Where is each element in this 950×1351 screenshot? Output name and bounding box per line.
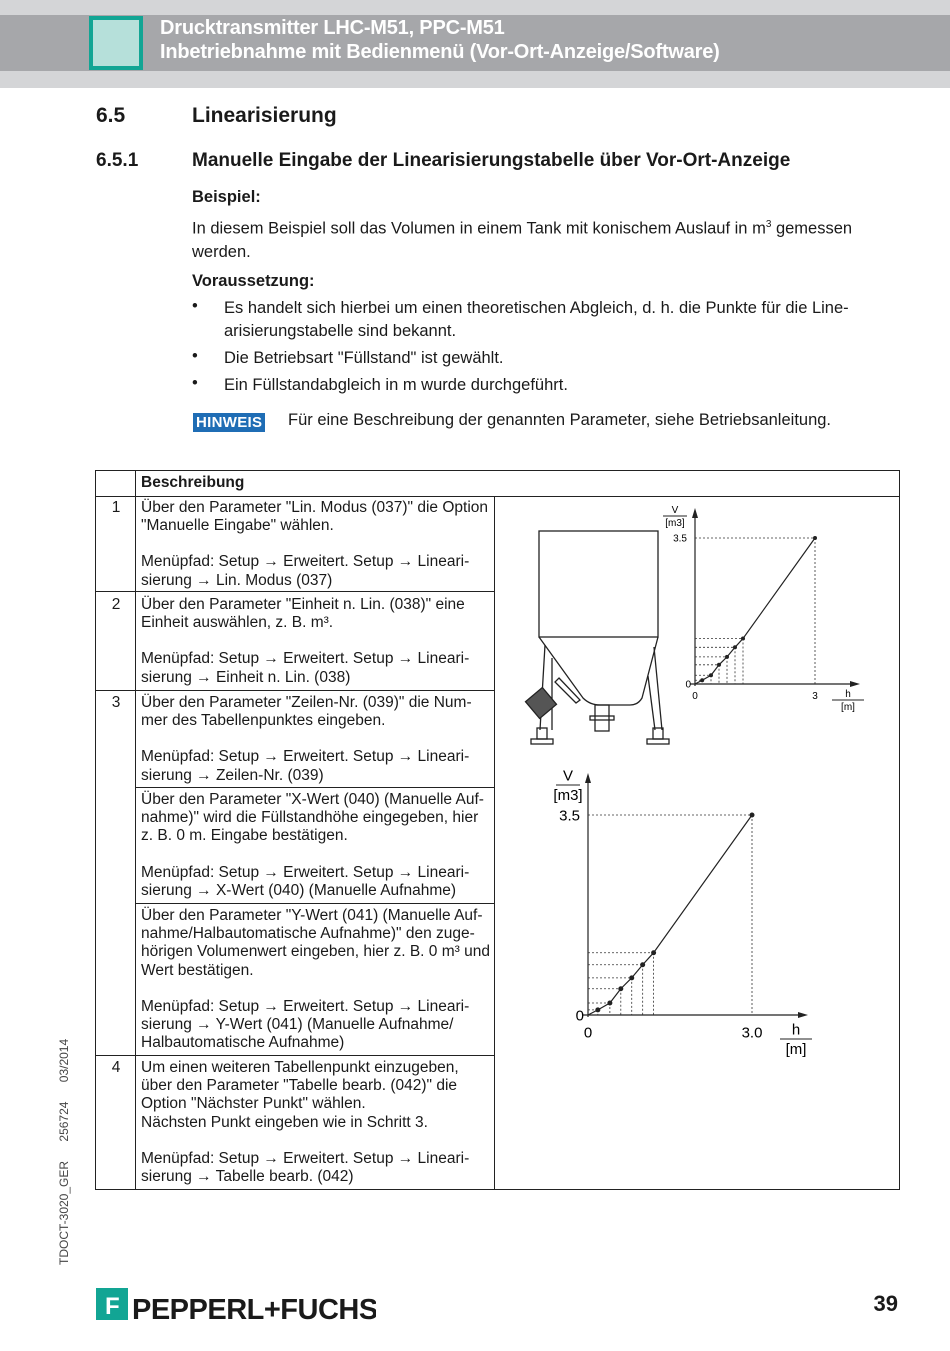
data-point	[607, 1001, 612, 1006]
table-header: Beschreibung	[141, 474, 245, 491]
table-row: Über den Parameter "Y-Wert (041) (Manuelle Auf- nahme/Halbautomatische Aufnahme)" den zuge- hörigen Volumenwert eingeben, hier z. B. 0 m³ und Wert bestätigen. Menüpfad: Setup → Erweitert. Setup → Lineari- sierung → Y-Wert (041) (Manuelle Aufnahme/ Halbautomatische Aufnahme)	[141, 907, 490, 1052]
subsection-number: 6.5.1	[96, 150, 139, 171]
voraussetzung-heading: Voraussetzung:	[192, 272, 315, 290]
svg-text:F: F	[105, 1293, 120, 1320]
header-title: Drucktransmitter LHC-M51, PPC-M51	[160, 17, 505, 39]
x-origin-label: 0	[583, 1024, 593, 1042]
y-tick-label: 3.5	[559, 807, 580, 825]
table-row: Über den Parameter "Zeilen-Nr. (039)" die Num- mer des Tabellenpunktes eingeben. Menüpfad: Setup → Erweitert. Setup → Lineari- sierung → Zeilen-Nr. (039)	[141, 694, 472, 784]
header-subtitle: Inbetriebnahme mit Bedienmenü (Vor-Ort-Anzeige/Software)	[160, 41, 720, 63]
chart-large	[553, 768, 812, 1059]
data-point	[750, 813, 755, 818]
data-point	[629, 975, 634, 980]
section-number: 6.5	[96, 104, 126, 127]
data-point	[725, 655, 729, 659]
y-origin-label: 0	[685, 679, 691, 691]
data-point	[741, 637, 745, 641]
hinweis-badge: HINWEIS	[193, 413, 265, 432]
beispiel-text: In diesem Beispiel soll das Volumen in einem Tank mit konischem Auslauf in $m^3$ gemessen werden.	[192, 219, 853, 261]
step-number: 2	[111, 596, 121, 613]
y-axis-arrow	[585, 773, 591, 783]
x-tick-label: 3	[812, 691, 818, 702]
data-point	[618, 986, 623, 991]
tank-illustration	[526, 531, 669, 744]
table-row: Über den Parameter "Einheit n. Lin. (038)" eine Einheit auswählen, z. B. m³. Menüpfad: Setup → Erweitert. Setup → Lineari- sierung → Einheit n. Lin. (038)	[141, 596, 470, 686]
data-point	[709, 673, 713, 677]
hinweis-text: Für eine Beschreibung der genannten Parameter, siehe Betriebsanleitung.	[288, 411, 832, 429]
step-number: 1	[111, 499, 121, 516]
y-axis-unit: [m3]	[665, 518, 685, 529]
x-axis-unit: [m]	[841, 702, 855, 713]
document-code: TDOCT-3020_GER 256724 03/2014	[57, 1038, 71, 1265]
data-point	[640, 962, 645, 967]
x-axis-unit: [m]	[785, 1041, 807, 1058]
y-axis-arrow	[692, 508, 698, 518]
table-row: Über den Parameter "Lin. Modus (037)" die Option "Manuelle Eingabe" wählen. Menüpfad: Setup → Erweitert. Setup → Lineari- sierung → Lin. Modus (037)	[141, 499, 489, 589]
y-axis-label: V	[671, 505, 679, 516]
data-point	[733, 645, 737, 649]
series-line	[588, 815, 752, 1015]
bullet-item: Ein Füllstandabgleich in m wurde durchgeführt.	[224, 376, 568, 394]
series-line	[695, 538, 815, 684]
brand-logo	[96, 1288, 376, 1327]
x-axis-arrow	[850, 681, 860, 687]
bullet: •	[192, 347, 198, 365]
table-row: Über den Parameter "X-Wert (040) (Manuelle Auf- nahme)" wird die Füllstandhöhe eingegeben, hier z. B. 0 m. Eingabe bestätigen. Menüpfad: Setup → Erweitert. Setup → Lineari- sierung → X-Wert (040) (Manuelle Aufnahme)	[141, 791, 484, 899]
y-axis-unit: [m3]	[553, 787, 583, 804]
bullet: •	[192, 374, 198, 392]
data-point	[595, 1007, 600, 1012]
step-number: 4	[111, 1059, 121, 1076]
bullet-item: Die Betriebsart "Füllstand" ist gewählt.	[224, 349, 504, 367]
x-origin-label: 0	[692, 691, 698, 702]
data-point	[717, 663, 721, 667]
chart-small	[663, 505, 864, 713]
x-axis-label: h	[791, 1021, 801, 1039]
brand-name: PEPPERL+FUCHS	[132, 1294, 376, 1322]
y-axis-label: V	[562, 767, 574, 785]
x-tick-label: 3.0	[741, 1024, 763, 1042]
bullet-item: Es handelt sich hierbei um einen theoretischen Abgleich, d. h. die Punkte für die Line-arisierungstabelle sind bekannt.	[224, 299, 849, 340]
x-axis-label: h	[845, 689, 851, 700]
step-number: 3	[111, 694, 121, 711]
data-point	[813, 536, 817, 540]
beispiel-heading: Beispiel:	[192, 188, 261, 206]
section-title: Linearisierung	[192, 104, 337, 127]
data-point	[651, 950, 656, 955]
data-point	[700, 678, 704, 682]
bullet: •	[192, 297, 198, 315]
page-number: 39	[873, 1291, 898, 1316]
table-row: Um einen weiteren Tabellenpunkt einzugeben, über den Parameter "Tabelle bearb. (042)" die Option "Nächster Punkt" wählen. Nächsten Punkt eingeben wie in Schritt 3. Menüpfad: Setup → Erweitert. Setup → Lineari- sierung → Tabelle bearb. (042)	[141, 1059, 470, 1186]
subsection-title: Manuelle Eingabe der Linearisierungstabelle über Vor-Ort-Anzeige	[192, 150, 791, 171]
x-axis-arrow	[798, 1012, 808, 1018]
y-tick-label: 3.5	[673, 533, 687, 545]
y-origin-label: 0	[575, 1007, 584, 1025]
